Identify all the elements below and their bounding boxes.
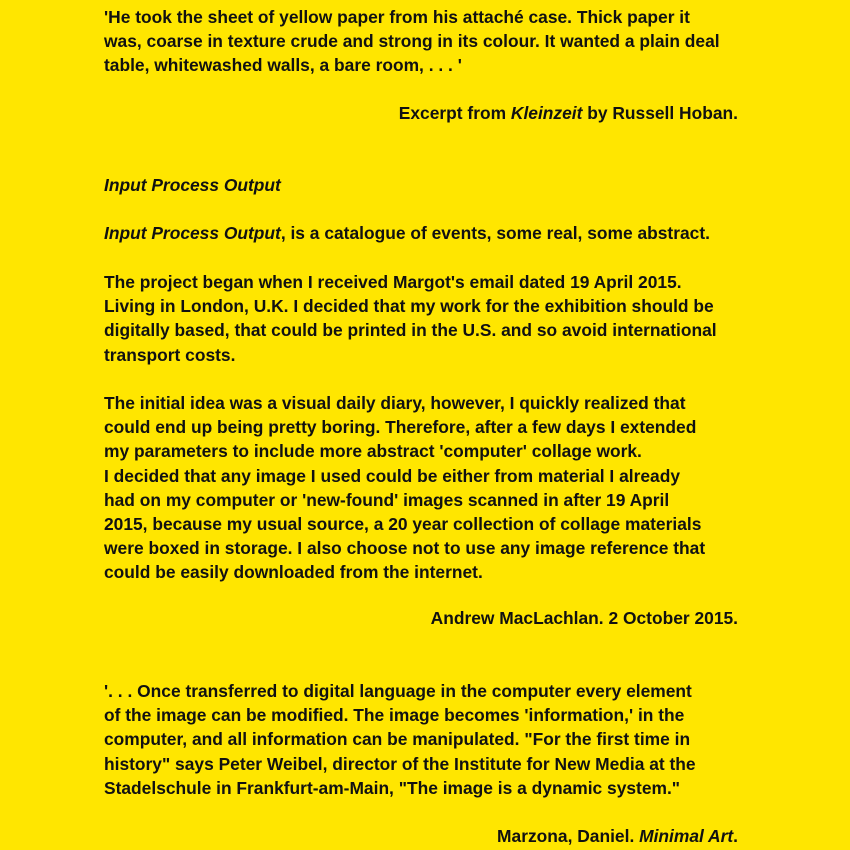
essay-paragraph-1: The project began when I received Margot's email dated 19 April 2015. Living in London, U.K. I decided that my work for the exhibition should be digitally based, that could be printed in the U.S. and so avoid international transport costs. bbox=[104, 272, 717, 365]
essay-heading: Input Process Output bbox=[104, 175, 281, 195]
attribution-prefix: Excerpt from bbox=[398, 103, 511, 123]
attribution-prefix: Marzona, Daniel. bbox=[497, 826, 640, 846]
intro-rest: , is a catalogue of events, some real, some abstract. bbox=[280, 223, 710, 243]
quote-marzona: '. . . Once transferred to digital language in the computer every element of the image can be modified. The image becomes 'information,' in the computer, and all information can be manipulated. "For the first time in history" says Peter Weibel, director of the Institute for New Media at the Stadelschule in Frankfurt-am-Main, "The image is a dynamic system." bbox=[104, 681, 696, 798]
book-title: Kleinzeit bbox=[510, 103, 583, 123]
essay-intro bbox=[104, 221, 744, 245]
attribution-suffix: . bbox=[733, 826, 738, 846]
book-title: Minimal Art bbox=[639, 826, 734, 846]
essay-signature: Andrew MacLachlan. 2 October 2015. bbox=[430, 608, 738, 628]
intro-title: Input Process Output bbox=[104, 223, 281, 243]
attribution-marzona bbox=[497, 824, 738, 848]
attribution-suffix: by Russell Hoban. bbox=[582, 103, 738, 123]
attribution-kleinzeit bbox=[399, 101, 738, 125]
quote-kleinzeit: 'He took the sheet of yellow paper from his attaché case. Thick paper it was, coarse in texture crude and strong in its colour. It wanted a plain deal table, whitewashed walls, a bare room, . . . ' bbox=[104, 7, 720, 76]
essay-paragraph-2: The initial idea was a visual daily diary, however, I quickly realized that could end up being pretty boring. Therefore, after a few days I extended my parameters to include more abstract 'computer' collage work. I decided that any image I used could be either from material I already had on my computer or 'new-found' images scanned in after 19 April 2015, because my usual source, a 20 year collection of collage materials were boxed in storage. I also choose not to use any image reference that could be easily downloaded from the internet. bbox=[104, 393, 706, 583]
